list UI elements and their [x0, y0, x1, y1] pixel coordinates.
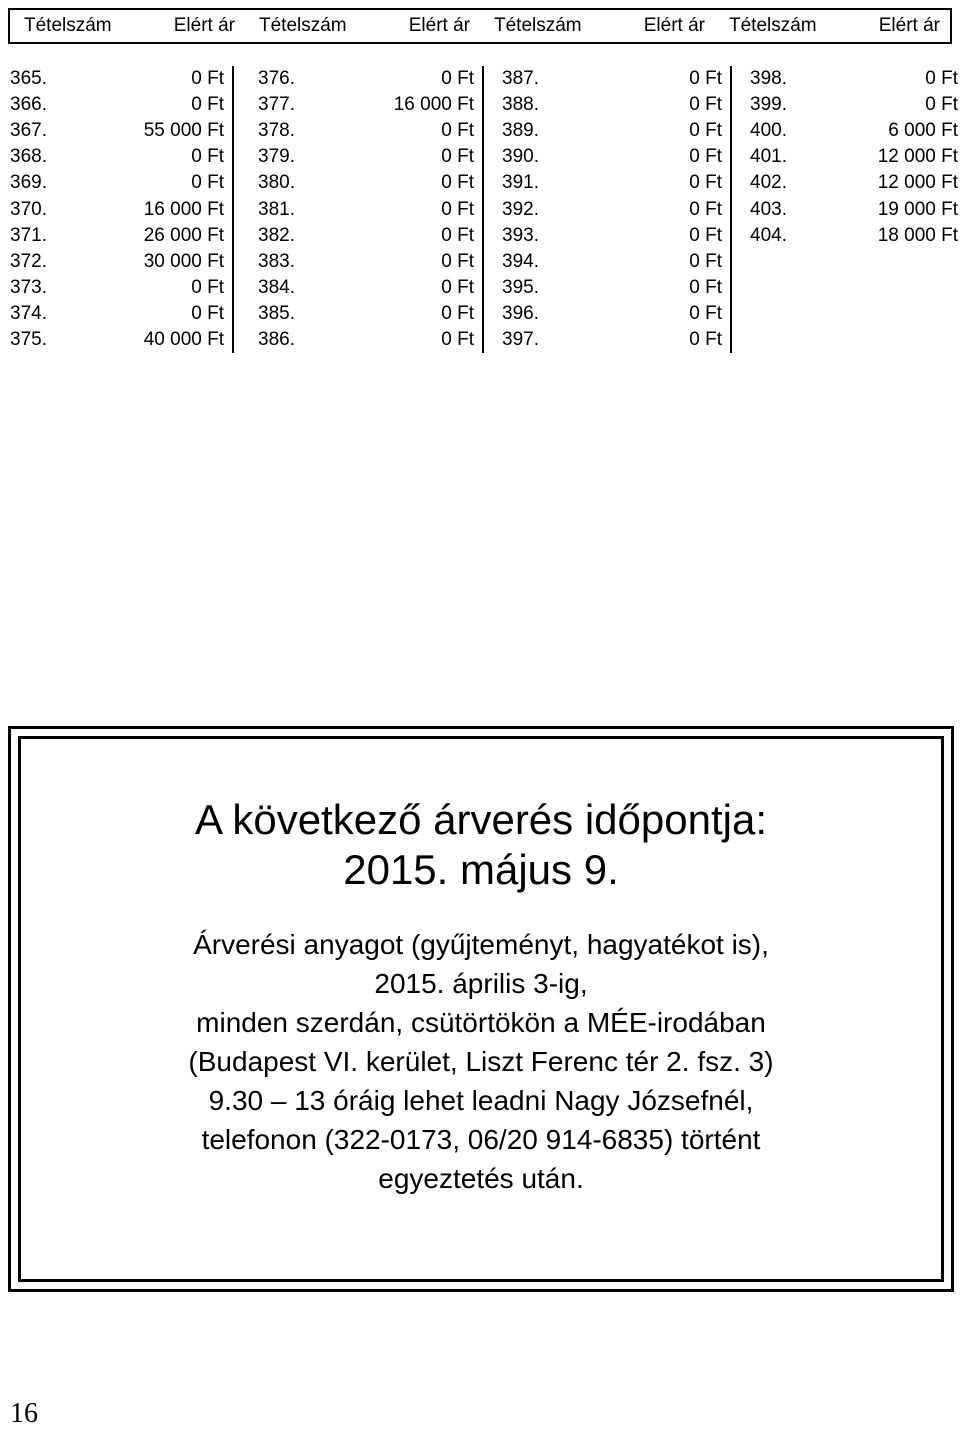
lot-price: 12 000 Ft	[877, 172, 958, 194]
table-row	[502, 223, 722, 249]
table-row	[502, 249, 722, 275]
table-row	[502, 66, 722, 92]
price-header: Elért ár	[643, 15, 705, 36]
lot-number: 370.	[10, 198, 47, 220]
table-row	[502, 170, 722, 196]
lot-number: 402.	[750, 172, 787, 194]
lot-price: 0 Ft	[441, 328, 474, 350]
lot-price: 0 Ft	[925, 94, 958, 116]
next-auction-title: A következő árverés időpontja:	[194, 796, 767, 843]
lot-price: 0 Ft	[689, 224, 722, 246]
lot-number: 374.	[10, 302, 47, 324]
table-row	[10, 118, 224, 144]
lot-price: 30 000 Ft	[143, 250, 224, 272]
info-line: minden szerdán, csütörtökön a MÉE-irodában	[196, 1007, 766, 1038]
lot-number: 403.	[750, 198, 787, 220]
lot-price: 0 Ft	[689, 120, 722, 142]
info-line: (Budapest VI. kerület, Liszt Ferenc tér 2. fsz. 3)	[188, 1046, 774, 1077]
results-column-1	[10, 66, 234, 353]
lot-price: 0 Ft	[441, 276, 474, 298]
lot-number: 366.	[10, 94, 47, 116]
lot-price: 0 Ft	[689, 250, 722, 272]
table-row	[750, 223, 958, 249]
table-row	[750, 118, 958, 144]
table-row	[502, 92, 722, 118]
table-row	[502, 144, 722, 170]
info-line: 9.30 – 13 óráig lehet leadni Nagy Józsefnél,	[208, 1085, 754, 1116]
auction-notice-box	[8, 726, 954, 1292]
table-row	[258, 327, 474, 353]
price-header: Elért ár	[173, 15, 235, 36]
table-row	[10, 223, 224, 249]
next-auction-date: 2015. május 9.	[343, 846, 619, 893]
lot-price: 0 Ft	[191, 68, 224, 90]
lot-number: 369.	[10, 172, 47, 194]
table-row	[502, 327, 722, 353]
table-row	[750, 170, 958, 196]
lot-price: 0 Ft	[191, 302, 224, 324]
lot-price: 12 000 Ft	[877, 146, 958, 168]
lot-number: 404.	[750, 224, 787, 246]
lot-number: 393.	[502, 224, 539, 246]
lot-price: 0 Ft	[689, 328, 722, 350]
lot-price: 16 000 Ft	[143, 198, 224, 220]
lot-price: 16 000 Ft	[393, 94, 474, 116]
lot-number: 377.	[258, 94, 295, 116]
header-group-1	[10, 15, 245, 37]
lot-number: 379.	[258, 146, 295, 168]
lot-price: 0 Ft	[689, 94, 722, 116]
lot-price: 0 Ft	[689, 172, 722, 194]
lot-price: 0 Ft	[689, 68, 722, 90]
table-row	[258, 223, 474, 249]
table-row	[502, 301, 722, 327]
table-row	[750, 144, 958, 170]
table-row	[750, 196, 958, 222]
auction-notice-inner-frame	[18, 736, 944, 1282]
table-row	[10, 144, 224, 170]
lot-number: 389.	[502, 120, 539, 142]
lot-price: 0 Ft	[925, 68, 958, 90]
results-table-header	[8, 8, 952, 44]
info-line: 2015. április 3-ig,	[374, 968, 588, 999]
table-row	[258, 66, 474, 92]
info-line: Árverési anyagot (gyűjteményt, hagyatékot is),	[193, 929, 769, 960]
table-row	[10, 249, 224, 275]
lot-price: 0 Ft	[191, 94, 224, 116]
lot-price: 6 000 Ft	[888, 120, 958, 142]
table-row	[750, 66, 958, 92]
lot-price: 0 Ft	[191, 276, 224, 298]
lot-price: 18 000 Ft	[877, 224, 958, 246]
lot-number: 400.	[750, 120, 787, 142]
lot-number-header: Tételszám	[729, 15, 817, 36]
results-column-4	[750, 66, 958, 249]
table-row	[502, 275, 722, 301]
lot-number: 378.	[258, 120, 295, 142]
table-row	[258, 118, 474, 144]
lot-number: 401.	[750, 146, 787, 168]
table-row	[258, 196, 474, 222]
lot-number: 371.	[10, 224, 47, 246]
lot-price: 26 000 Ft	[143, 224, 224, 246]
page-number: 16	[10, 1398, 38, 1429]
table-row	[750, 92, 958, 118]
table-row	[10, 196, 224, 222]
lot-price: 0 Ft	[689, 146, 722, 168]
lot-price: 0 Ft	[689, 276, 722, 298]
table-row	[258, 301, 474, 327]
table-row	[258, 92, 474, 118]
submission-info	[21, 925, 941, 1198]
lot-price: 0 Ft	[441, 198, 474, 220]
price-header: Elért ár	[878, 15, 940, 36]
lot-price: 0 Ft	[441, 302, 474, 324]
lot-number: 383.	[258, 250, 295, 272]
lot-number: 384.	[258, 276, 295, 298]
table-row	[10, 170, 224, 196]
next-auction-headline	[21, 795, 941, 895]
table-row	[502, 118, 722, 144]
lot-price: 0 Ft	[441, 224, 474, 246]
header-group-2	[245, 15, 480, 37]
table-row	[10, 301, 224, 327]
lot-number: 386.	[258, 328, 295, 350]
lot-number: 390.	[502, 146, 539, 168]
table-row	[258, 249, 474, 275]
lot-number: 373.	[10, 276, 47, 298]
lot-number: 394.	[502, 250, 539, 272]
lot-price: 0 Ft	[441, 146, 474, 168]
price-header: Elért ár	[408, 15, 470, 36]
table-row	[258, 170, 474, 196]
table-row	[10, 92, 224, 118]
table-row	[10, 275, 224, 301]
lot-number: 398.	[750, 68, 787, 90]
header-group-4	[715, 15, 950, 37]
lot-number: 368.	[10, 146, 47, 168]
lot-price: 0 Ft	[191, 172, 224, 194]
lot-number-header: Tételszám	[494, 15, 582, 36]
lot-price: 0 Ft	[689, 198, 722, 220]
table-row	[258, 275, 474, 301]
lot-number: 395.	[502, 276, 539, 298]
table-row	[10, 66, 224, 92]
lot-number: 392.	[502, 198, 539, 220]
table-row	[502, 196, 722, 222]
lot-number: 382.	[258, 224, 295, 246]
lot-price: 0 Ft	[441, 172, 474, 194]
lot-number: 391.	[502, 172, 539, 194]
lot-price: 40 000 Ft	[143, 328, 224, 350]
lot-number: 388.	[502, 94, 539, 116]
lot-number: 372.	[10, 250, 47, 272]
results-column-3	[502, 66, 732, 353]
lot-price: 0 Ft	[689, 302, 722, 324]
lot-price: 55 000 Ft	[143, 120, 224, 142]
lot-number: 375.	[10, 328, 47, 350]
lot-number: 387.	[502, 68, 539, 90]
lot-price: 0 Ft	[441, 68, 474, 90]
lot-number: 396.	[502, 302, 539, 324]
info-line: telefonon (322-0173, 06/20 914-6835) történt	[201, 1124, 761, 1155]
lot-number: 367.	[10, 120, 47, 142]
lot-number: 381.	[258, 198, 295, 220]
lot-number-header: Tételszám	[259, 15, 347, 36]
lot-price: 0 Ft	[191, 146, 224, 168]
lot-number: 380.	[258, 172, 295, 194]
lot-number: 385.	[258, 302, 295, 324]
lot-number: 397.	[502, 328, 539, 350]
table-row	[10, 327, 224, 353]
info-line: egyeztetés után.	[378, 1163, 584, 1194]
lot-price: 0 Ft	[441, 250, 474, 272]
lot-number: 376.	[258, 68, 295, 90]
header-group-3	[480, 15, 715, 37]
lot-price: 19 000 Ft	[877, 198, 958, 220]
lot-price: 0 Ft	[441, 120, 474, 142]
lot-number-header: Tételszám	[24, 15, 112, 36]
lot-number: 365.	[10, 68, 47, 90]
table-row	[258, 144, 474, 170]
results-column-2	[258, 66, 484, 353]
lot-number: 399.	[750, 94, 787, 116]
